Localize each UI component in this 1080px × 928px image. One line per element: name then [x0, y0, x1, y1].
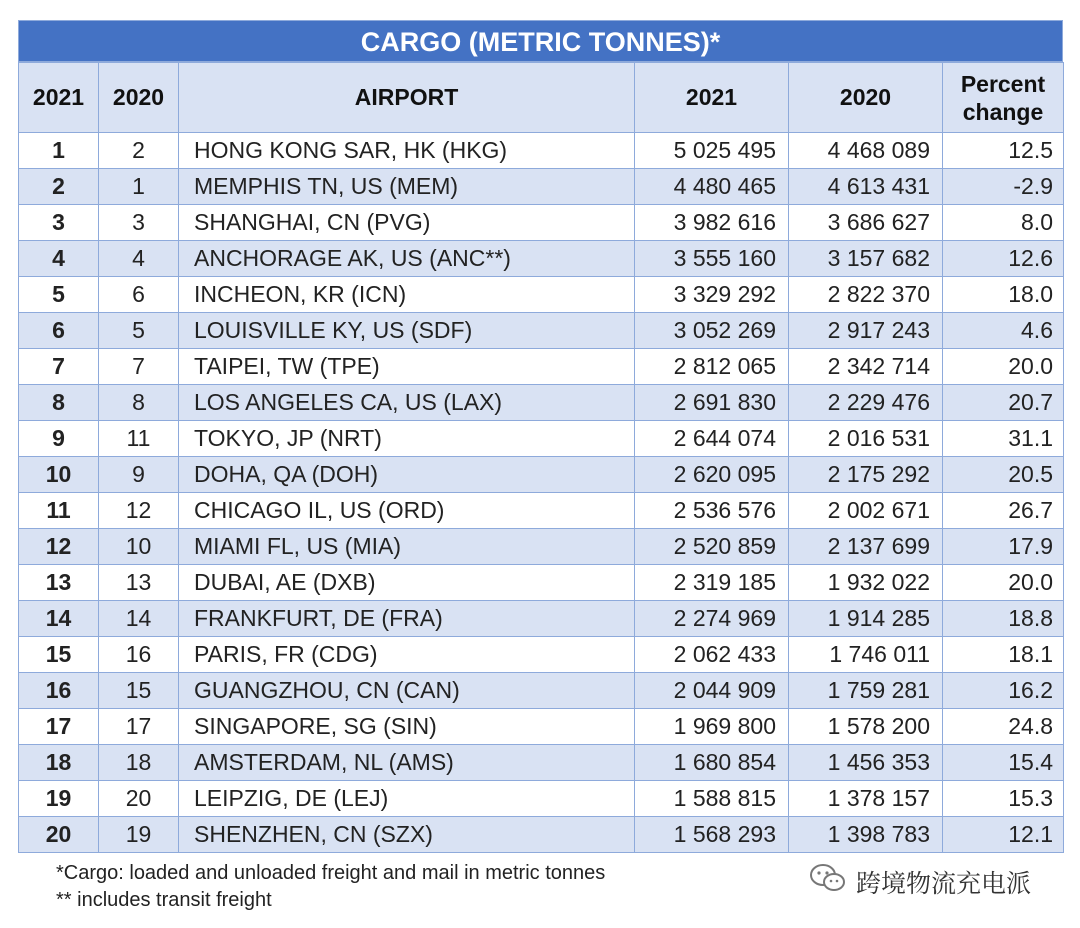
rank-2021-cell: 15	[19, 637, 99, 673]
percent-change-cell: 18.8	[943, 601, 1064, 637]
cargo-2021-cell: 2 644 074	[635, 421, 789, 457]
percent-change-cell: 8.0	[943, 205, 1064, 241]
cargo-2021-cell: 2 062 433	[635, 637, 789, 673]
rank-2021-cell: 4	[19, 241, 99, 277]
cargo-2021-cell: 3 329 292	[635, 277, 789, 313]
table-row	[19, 241, 1064, 277]
cargo-2020-cell: 2 342 714	[789, 349, 943, 385]
rank-2020-cell: 4	[99, 241, 179, 277]
airport-cell: MIAMI FL, US (MIA)	[179, 529, 635, 565]
airport-cell: ANCHORAGE AK, US (ANC**)	[179, 241, 635, 277]
header-cargo-2020: 2020	[789, 63, 943, 133]
cargo-2020-cell: 1 578 200	[789, 709, 943, 745]
rank-2021-cell: 14	[19, 601, 99, 637]
airport-cell: CHICAGO IL, US (ORD)	[179, 493, 635, 529]
percent-change-cell: 15.3	[943, 781, 1064, 817]
percent-change-cell: 4.6	[943, 313, 1064, 349]
airport-cell: INCHEON, KR (ICN)	[179, 277, 635, 313]
percent-change-cell: 12.6	[943, 241, 1064, 277]
airport-cell: SHANGHAI, CN (PVG)	[179, 205, 635, 241]
cargo-2021-cell: 1 969 800	[635, 709, 789, 745]
airport-cell: LEIPZIG, DE (LEJ)	[179, 781, 635, 817]
percent-change-cell: 12.1	[943, 817, 1064, 853]
airport-cell: SINGAPORE, SG (SIN)	[179, 709, 635, 745]
table-row	[19, 169, 1064, 205]
table-body	[19, 133, 1064, 853]
percent-change-cell: 16.2	[943, 673, 1064, 709]
rank-2020-cell: 13	[99, 565, 179, 601]
cargo-2020-cell: 2 002 671	[789, 493, 943, 529]
rank-2020-cell: 16	[99, 637, 179, 673]
cargo-2021-cell: 1 568 293	[635, 817, 789, 853]
rank-2020-cell: 1	[99, 169, 179, 205]
cargo-2021-cell: 2 536 576	[635, 493, 789, 529]
table-row	[19, 781, 1064, 817]
rank-2021-cell: 12	[19, 529, 99, 565]
header-cargo-2021: 2021	[635, 63, 789, 133]
cargo-table-container	[18, 20, 1063, 853]
cargo-2020-cell: 2 229 476	[789, 385, 943, 421]
cargo-ranking-table	[18, 62, 1064, 853]
table-row	[19, 745, 1064, 781]
percent-change-cell: 24.8	[943, 709, 1064, 745]
cargo-2020-cell: 2 175 292	[789, 457, 943, 493]
rank-2020-cell: 10	[99, 529, 179, 565]
table-row	[19, 457, 1064, 493]
percent-change-cell: 17.9	[943, 529, 1064, 565]
cargo-2021-cell: 2 274 969	[635, 601, 789, 637]
percent-change-cell: 20.5	[943, 457, 1064, 493]
cargo-2020-cell: 4 613 431	[789, 169, 943, 205]
airport-cell: HONG KONG SAR, HK (HKG)	[179, 133, 635, 169]
rank-2020-cell: 5	[99, 313, 179, 349]
cargo-2021-cell: 1 588 815	[635, 781, 789, 817]
rank-2021-cell: 9	[19, 421, 99, 457]
cargo-2021-cell: 2 319 185	[635, 565, 789, 601]
rank-2020-cell: 3	[99, 205, 179, 241]
rank-2020-cell: 17	[99, 709, 179, 745]
cargo-2021-cell: 3 555 160	[635, 241, 789, 277]
rank-2021-cell: 2	[19, 169, 99, 205]
cargo-2021-cell: 2 520 859	[635, 529, 789, 565]
rank-2021-cell: 3	[19, 205, 99, 241]
table-row	[19, 493, 1064, 529]
rank-2021-cell: 5	[19, 277, 99, 313]
table-row	[19, 277, 1064, 313]
table-row	[19, 673, 1064, 709]
rank-2020-cell: 9	[99, 457, 179, 493]
cargo-2020-cell: 2 917 243	[789, 313, 943, 349]
percent-change-cell: 31.1	[943, 421, 1064, 457]
table-row	[19, 565, 1064, 601]
header-rank-2021: 2021	[19, 63, 99, 133]
percent-change-cell: 12.5	[943, 133, 1064, 169]
rank-2021-cell: 8	[19, 385, 99, 421]
cargo-2021-cell: 2 620 095	[635, 457, 789, 493]
table-row	[19, 385, 1064, 421]
airport-cell: LOS ANGELES CA, US (LAX)	[179, 385, 635, 421]
rank-2020-cell: 12	[99, 493, 179, 529]
airport-cell: PARIS, FR (CDG)	[179, 637, 635, 673]
percent-change-cell: 18.1	[943, 637, 1064, 673]
rank-2021-cell: 13	[19, 565, 99, 601]
cargo-2021-cell: 2 044 909	[635, 673, 789, 709]
cargo-2021-cell: 2 812 065	[635, 349, 789, 385]
rank-2020-cell: 15	[99, 673, 179, 709]
cargo-2020-cell: 1 398 783	[789, 817, 943, 853]
header-percent-change: Percent change	[943, 63, 1064, 133]
percent-change-cell: 20.0	[943, 349, 1064, 385]
cargo-2020-cell: 2 822 370	[789, 277, 943, 313]
cargo-2020-cell: 1 456 353	[789, 745, 943, 781]
footnote-transit: ** includes transit freight	[56, 889, 272, 911]
rank-2020-cell: 7	[99, 349, 179, 385]
footnotes	[56, 860, 605, 914]
cargo-2020-cell: 3 157 682	[789, 241, 943, 277]
cargo-2021-cell: 1 680 854	[635, 745, 789, 781]
cargo-2021-cell: 3 982 616	[635, 205, 789, 241]
cargo-2020-cell: 2 137 699	[789, 529, 943, 565]
airport-cell: MEMPHIS TN, US (MEM)	[179, 169, 635, 205]
table-row	[19, 709, 1064, 745]
header-rank-2020: 2020	[99, 63, 179, 133]
cargo-2020-cell: 1 746 011	[789, 637, 943, 673]
percent-change-cell: 26.7	[943, 493, 1064, 529]
airport-cell: AMSTERDAM, NL (AMS)	[179, 745, 635, 781]
airport-cell: DUBAI, AE (DXB)	[179, 565, 635, 601]
airport-cell: GUANGZHOU, CN (CAN)	[179, 673, 635, 709]
rank-2020-cell: 11	[99, 421, 179, 457]
percent-change-cell: 20.7	[943, 385, 1064, 421]
rank-2020-cell: 19	[99, 817, 179, 853]
table-row	[19, 133, 1064, 169]
percent-change-cell: 18.0	[943, 277, 1064, 313]
cargo-2020-cell: 1 932 022	[789, 565, 943, 601]
cargo-2020-cell: 2 016 531	[789, 421, 943, 457]
rank-2021-cell: 1	[19, 133, 99, 169]
cargo-2020-cell: 3 686 627	[789, 205, 943, 241]
rank-2020-cell: 6	[99, 277, 179, 313]
cargo-2021-cell: 3 052 269	[635, 313, 789, 349]
airport-cell: TAIPEI, TW (TPE)	[179, 349, 635, 385]
percent-change-cell: 20.0	[943, 565, 1064, 601]
table-header-row	[19, 63, 1064, 133]
rank-2020-cell: 2	[99, 133, 179, 169]
table-row	[19, 601, 1064, 637]
rank-2020-cell: 8	[99, 385, 179, 421]
watermark	[808, 862, 1031, 901]
rank-2021-cell: 20	[19, 817, 99, 853]
rank-2021-cell: 7	[19, 349, 99, 385]
watermark-text: 跨境物流充电派	[856, 869, 1032, 898]
header-airport: AIRPORT	[179, 63, 635, 133]
airport-cell: DOHA, QA (DOH)	[179, 457, 635, 493]
table-row	[19, 313, 1064, 349]
rank-2020-cell: 18	[99, 745, 179, 781]
cargo-2020-cell: 1 378 157	[789, 781, 943, 817]
rank-2021-cell: 11	[19, 493, 99, 529]
table-row	[19, 421, 1064, 457]
rank-2021-cell: 6	[19, 313, 99, 349]
cargo-2020-cell: 1 914 285	[789, 601, 943, 637]
table-row	[19, 817, 1064, 853]
rank-2021-cell: 10	[19, 457, 99, 493]
table-row	[19, 529, 1064, 565]
cargo-2020-cell: 1 759 281	[789, 673, 943, 709]
airport-cell: FRANKFURT, DE (FRA)	[179, 601, 635, 637]
rank-2020-cell: 14	[99, 601, 179, 637]
airport-cell: TOKYO, JP (NRT)	[179, 421, 635, 457]
cargo-2021-cell: 5 025 495	[635, 133, 789, 169]
rank-2021-cell: 16	[19, 673, 99, 709]
wechat-icon	[808, 862, 856, 901]
rank-2021-cell: 19	[19, 781, 99, 817]
rank-2021-cell: 17	[19, 709, 99, 745]
table-row	[19, 349, 1064, 385]
cargo-2020-cell: 4 468 089	[789, 133, 943, 169]
table-row	[19, 637, 1064, 673]
footnote-cargo-definition: *Cargo: loaded and unloaded freight and mail in metric tonnes	[56, 862, 606, 884]
table-title: CARGO (METRIC TONNES)*	[18, 20, 1063, 62]
airport-cell: LOUISVILLE KY, US (SDF)	[179, 313, 635, 349]
table-row	[19, 205, 1064, 241]
percent-change-cell: 15.4	[943, 745, 1064, 781]
percent-change-cell: -2.9	[943, 169, 1064, 205]
rank-2020-cell: 20	[99, 781, 179, 817]
rank-2021-cell: 18	[19, 745, 99, 781]
cargo-2021-cell: 4 480 465	[635, 169, 789, 205]
airport-cell: SHENZHEN, CN (SZX)	[179, 817, 635, 853]
cargo-2021-cell: 2 691 830	[635, 385, 789, 421]
